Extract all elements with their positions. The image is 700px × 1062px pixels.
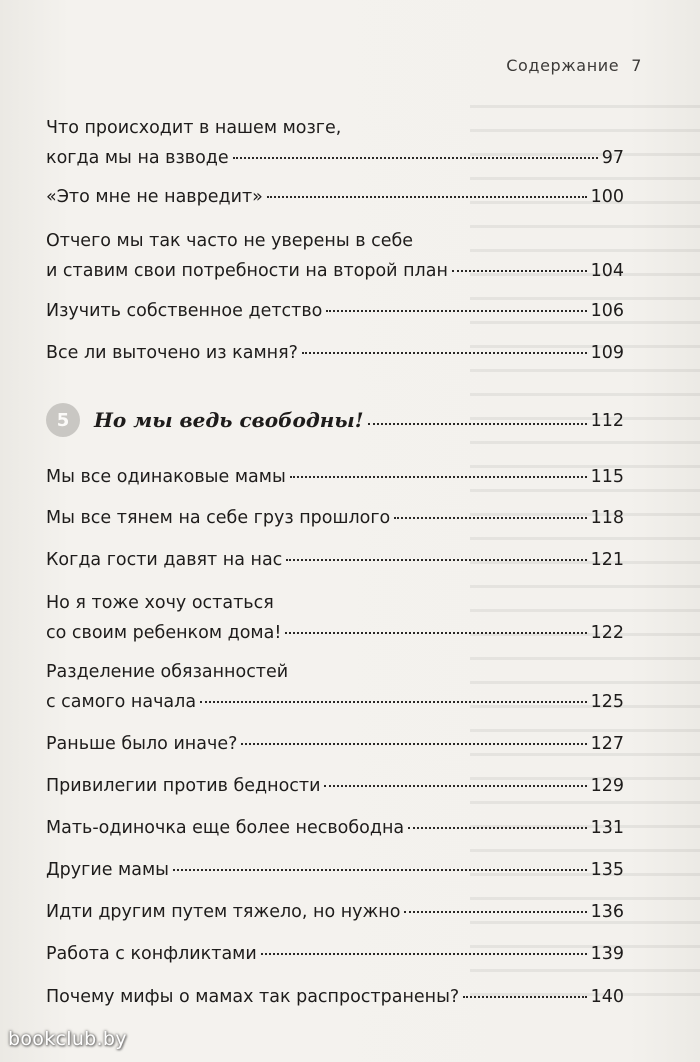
dot-leader <box>241 743 586 745</box>
toc-entry <box>46 657 624 717</box>
toc-entry <box>46 338 624 368</box>
toc-entry-page: 125 <box>590 692 624 712</box>
chapter-page: 112 <box>590 411 624 431</box>
toc-entry-text: Что происходит в нашем мозге, <box>46 118 342 138</box>
toc-entry <box>46 813 624 843</box>
toc-entry-text: Идти другим путем тяжело, но нужно <box>46 902 401 922</box>
toc-entry <box>46 462 624 492</box>
toc-entry-page: 121 <box>590 550 624 570</box>
dot-leader <box>452 270 587 272</box>
chapter-number-badge: 5 <box>46 403 80 437</box>
dot-leader <box>463 996 586 998</box>
dot-leader <box>290 476 587 478</box>
toc-entry-text: «Это мне не навредит» <box>46 187 263 207</box>
toc-entry <box>46 588 624 648</box>
toc-entry-page: 109 <box>590 343 624 363</box>
toc-entry <box>46 113 624 173</box>
dot-leader <box>285 632 586 634</box>
toc-entry-text: Почему мифы о мамах так распространены? <box>46 987 460 1007</box>
toc-entry-page: 131 <box>590 818 624 838</box>
toc-entry-page: 106 <box>590 301 624 321</box>
toc-entry <box>46 939 624 969</box>
toc-entry-line <box>46 545 624 575</box>
dot-leader <box>404 911 586 913</box>
toc-entry-line <box>46 982 624 1012</box>
toc-entry-text: Привилегии против бедности <box>46 776 321 796</box>
toc-entry-page: 129 <box>590 776 624 796</box>
toc-entry-text: Когда гости давят на нас <box>46 550 283 570</box>
toc-entry-line <box>46 618 624 648</box>
toc-entry-text: Отчего мы так часто не уверены в себе <box>46 231 414 251</box>
toc-entry-line <box>46 687 624 717</box>
header-title: Содержание <box>506 56 620 75</box>
toc-entry-text: Раньше было иначе? <box>46 734 238 754</box>
toc-entry-text: Но я тоже хочу остаться <box>46 593 274 613</box>
dot-leader <box>286 559 586 561</box>
toc-entry-text: Мать-одиночка еще более несвободна <box>46 818 405 838</box>
toc-entry-line <box>46 588 624 618</box>
toc-entry-line <box>46 729 624 759</box>
toc-entry-line <box>46 855 624 885</box>
dot-leader <box>368 423 587 425</box>
toc-entry-line <box>46 771 624 801</box>
dot-leader <box>233 157 598 159</box>
toc-entry-line <box>46 256 624 286</box>
toc-entry-page: 139 <box>590 944 624 964</box>
toc-entry <box>46 855 624 885</box>
dot-leader <box>173 869 587 871</box>
dot-leader <box>302 352 587 354</box>
toc-entry-line <box>46 182 624 212</box>
dot-leader <box>267 196 587 198</box>
toc-entry <box>46 771 624 801</box>
toc-entry-line <box>46 113 624 143</box>
dot-leader <box>261 953 587 955</box>
toc-entry-page: 140 <box>590 987 624 1007</box>
toc-entry-text: Мы все тянем на себе груз прошлого <box>46 508 391 528</box>
toc-entry-page: 135 <box>590 860 624 880</box>
toc-entry <box>46 545 624 575</box>
toc-entry-text: Все ли выточено из камня? <box>46 343 298 363</box>
toc-entry-text: и ставим свои потребности на второй план <box>46 261 448 281</box>
toc-entry-page: 104 <box>590 261 624 281</box>
site-watermark: bookclub.by <box>8 1028 127 1050</box>
toc-entry-text: Разделение обязанностей <box>46 662 289 682</box>
toc-entry-line <box>46 462 624 492</box>
dot-leader <box>326 310 586 312</box>
toc-entry <box>46 226 624 286</box>
toc-entry-text: со своим ребенком дома! <box>46 623 282 643</box>
toc-entry-text: когда мы на взводе <box>46 148 229 168</box>
toc-entry-line <box>46 503 624 533</box>
toc-entry-page: 122 <box>590 623 624 643</box>
toc-entry-text: Мы все одинаковые мамы <box>46 467 286 487</box>
toc-entry-page: 100 <box>590 187 624 207</box>
dot-leader <box>324 785 586 787</box>
toc-entry-page: 115 <box>590 467 624 487</box>
toc-entry-line <box>46 226 624 256</box>
toc-entry-line <box>46 296 624 326</box>
toc-entry <box>46 982 624 1012</box>
toc-entry <box>46 897 624 927</box>
chapter-title: Но мы ведь свободны! <box>94 408 364 432</box>
chapter-heading <box>46 403 624 437</box>
toc-entry <box>46 503 624 533</box>
dot-leader <box>394 517 586 519</box>
toc-entry-line <box>46 813 624 843</box>
toc-entry-line <box>46 897 624 927</box>
toc-entry-text: с самого начала <box>46 692 197 712</box>
toc-entry-text: Другие мамы <box>46 860 169 880</box>
toc-entry <box>46 296 624 326</box>
toc-entry-line <box>46 657 624 687</box>
running-header <box>506 56 642 75</box>
toc-entry-line <box>46 338 624 368</box>
toc-entry-page: 97 <box>601 148 624 168</box>
toc-entry-page: 127 <box>590 734 624 754</box>
toc-entry-text: Изучить собственное детство <box>46 301 323 321</box>
toc-entry <box>46 182 624 212</box>
header-page-number: 7 <box>631 56 642 75</box>
toc-entry-page: 136 <box>590 902 624 922</box>
dot-leader <box>408 827 586 829</box>
toc-entry-line <box>46 143 624 173</box>
toc-entry-page: 118 <box>590 508 624 528</box>
dot-leader <box>200 701 587 703</box>
toc-entry <box>46 729 624 759</box>
toc-entry-text: Работа с конфликтами <box>46 944 257 964</box>
toc-entry-line <box>46 939 624 969</box>
